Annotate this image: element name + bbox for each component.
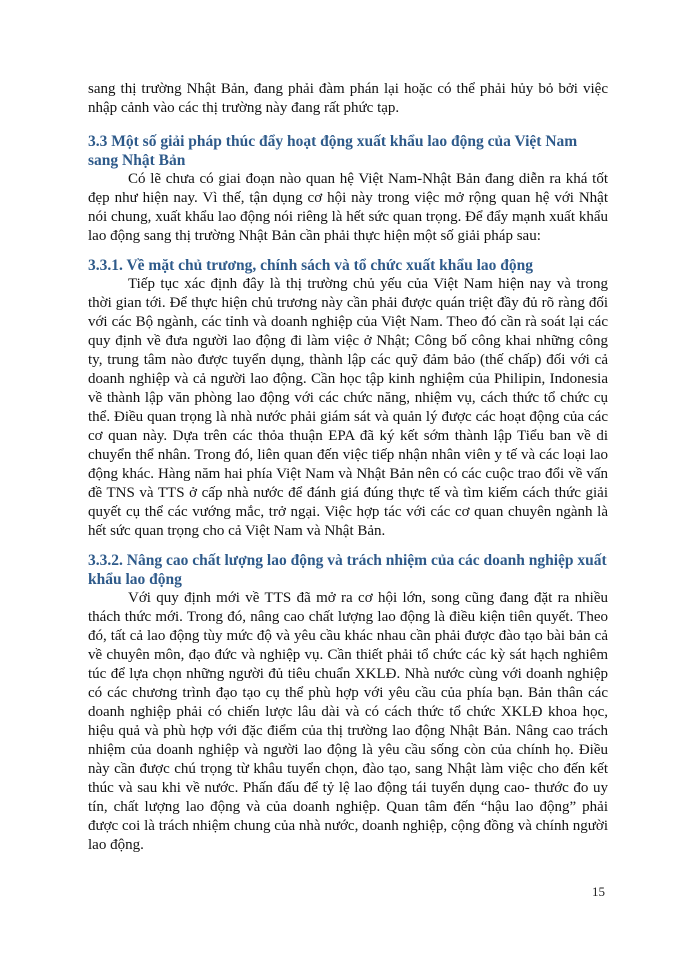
section-3-3-2-paragraph: Với quy định mới về TTS đã mở ra cơ hội lớn, song cũng đang đặt ra nhiều thách thức mới. Trong đó, nâng cao chất lượng lao động là điều kiện tiên quyết. Theo đó, tất cả lao động tùy mức độ và yêu cầu khác nhau cần phải được đào tạo bài bản cả về chuyên môn, đạo đức và nghiệp vụ. Cần thiết phải tổ chức các kỳ sát hạch nghiêm túc để lựa chọn những người đủ tiêu chuẩn XKLĐ. Nhà nước cùng với doanh nghiệp có các chương trình đạo tạo cụ thể phù hợp với yêu cầu của phía bạn. Bản thân các doanh nghiệp phải có chiến lược lâu dài và có cách thức tổ chức XKLĐ khoa học, hiệu quả và phù hợp với đặc điểm của thị trường lao động Nhật Bản. Nâng cao trách nhiệm của doanh nghiệp và người lao động là yêu cầu sống còn của chính họ. Điều này cần được chú trọng từ khâu tuyển chọn, đào tạo, sang Nhật làm việc cho đến kết thúc và sau khi về nước. Phấn đấu để tỷ lệ lao động tái tuyển dụng cao- thước đo uy tín, chất lượng lao động và của doanh nghiệp. Quan tâm đến “hậu lao động” phải được coi là trách nhiệm chung của nhà nước, doanh nghiệp, cộng đồng và chính người lao động. — [88, 590, 608, 853]
page-number: 15 — [592, 884, 605, 899]
section-3-3-2-heading: 3.3.2. Nâng cao chất lượng lao động và trách nhiệm của các doanh nghiệp xuất khẩu lao động — [88, 552, 607, 588]
section-3-3-heading: 3.3 Một số giải pháp thúc đẩy hoạt động xuất khẩu lao động của Việt Nam sang Nhật Bản — [88, 133, 578, 169]
section-3-3-1-heading: 3.3.1. Về mặt chủ trương, chính sách và tổ chức xuất khẩu lao động — [88, 257, 534, 274]
section-3-3-1-paragraph: Tiếp tục xác định đây là thị trường chủ yếu của Việt Nam hiện nay và trong thời gian tới. Để thực hiện chủ trương này cần phải được quán triệt đầy đủ rõ ràng đối với các Bộ ngành, các tỉnh và doanh nghiệp của Việt Nam. Theo đó cần rà soát lại các quy định về đưa người lao động đi làm việc ở Nhật; Công bố công khai những công ty, trung tâm nào được tuyển dụng, thành lập các quỹ đảm bảo (thế chấp) đối với cả doanh nghiệp và cả người lao động. Cần học tập kinh nghiệm của Philipin, Indonesia về thành lập văn phòng lao động với các chức năng, nhiệm vụ, cách thức tổ chức cụ thể. Điều quan trọng là nhà nước phải giám sát và quản lý được các hoạt động của các cơ quan này. Dựa trên các thỏa thuận EPA đã ký kết sớm thành lập Tiểu ban về di chuyển thể nhân. Trong đó, liên quan đến việc tiếp nhận nhân viên y tế và các loại lao động khác. Hàng năm hai phía Việt Nam và Nhật Bản nên có các cuộc trao đổi về vấn đề TNS và TTS ở cấp nhà nước để đánh giá đúng thực tế và tìm kiếm cách thức giải quyết cụ thể các vướng mắc, trở ngại. Việc hợp tác với các cơ quan chuyên ngành là hết sức quan trọng cho cả Việt Nam và Nhật Bản. — [88, 276, 608, 539]
intro-paragraph: sang thị trường Nhật Bản, đang phải đàm phán lại hoặc có thể phải hủy bỏ bởi việc nhập cảnh vào các thị trường này đang rất phức tạp. — [88, 81, 608, 116]
section-3-3-paragraph: Có lẽ chưa có giai đoạn nào quan hệ Việt Nam-Nhật Bản đang diễn ra khá tốt đẹp như hiện nay. Vì thế, tận dụng cơ hội này trong việc mở rộng quan hệ với Nhật nói chung, xuất khẩu lao động nói riêng là hết sức quan trọng. Để đẩy mạnh xuất khẩu lao động sang thị trường Nhật Bản cần phải thực hiện một số giải pháp sau: — [88, 171, 608, 244]
